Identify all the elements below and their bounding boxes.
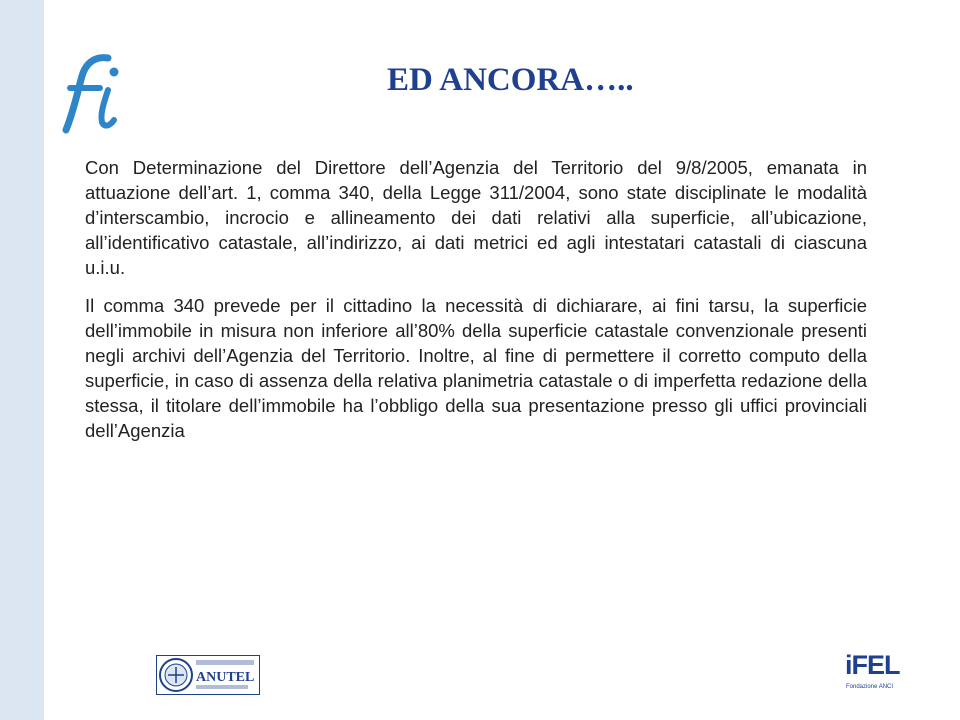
slide-title: ED ANCORA….. — [387, 62, 634, 98]
side-band — [0, 0, 44, 720]
paragraph-2: Il comma 340 prevede per il cittadino la necessità di dichiarare, ai fini tarsu, la superficie dell’immobile in misura non inferiore all’80% della superficie catastale convenzionale presenti negli archivi dell’Agenzia del Territorio. Inoltre, al fine di permettere il corretto computo della superficie, in caso di assenza della relativa planimetria catastale o di imperfetta redazione della stessa, il titolare dell’immobile ha l’obbligo della sua presentazione presso gli uffici provinciali dell’Agenzia — [85, 295, 867, 441]
fi-logo-icon — [56, 50, 136, 140]
paragraph-1: Con Determinazione del Direttore dell’Agenzia del Territorio del 9/8/2005, emanata in attuazione dell’art. 1, comma 340, della Legge 311/2004, sono state disciplinate le modalità d’interscambio, incrocio e allineamento dei dati relativi alla superficie, all’ubicazione, all’identificativo catastale, all’indirizzo, ai dati metrici ed agli intestatari catastali di ciascuna u.i.u. — [85, 157, 867, 278]
anutel-logo-icon — [156, 655, 260, 695]
slide-body — [85, 155, 867, 456]
ifel-logo-subtitle: Fondazione ANCI — [846, 684, 894, 690]
ifel-logo-text: iFEL — [845, 650, 900, 680]
ifel-logo — [845, 650, 905, 702]
anutel-logo-text: ANUTEL — [196, 670, 255, 685]
